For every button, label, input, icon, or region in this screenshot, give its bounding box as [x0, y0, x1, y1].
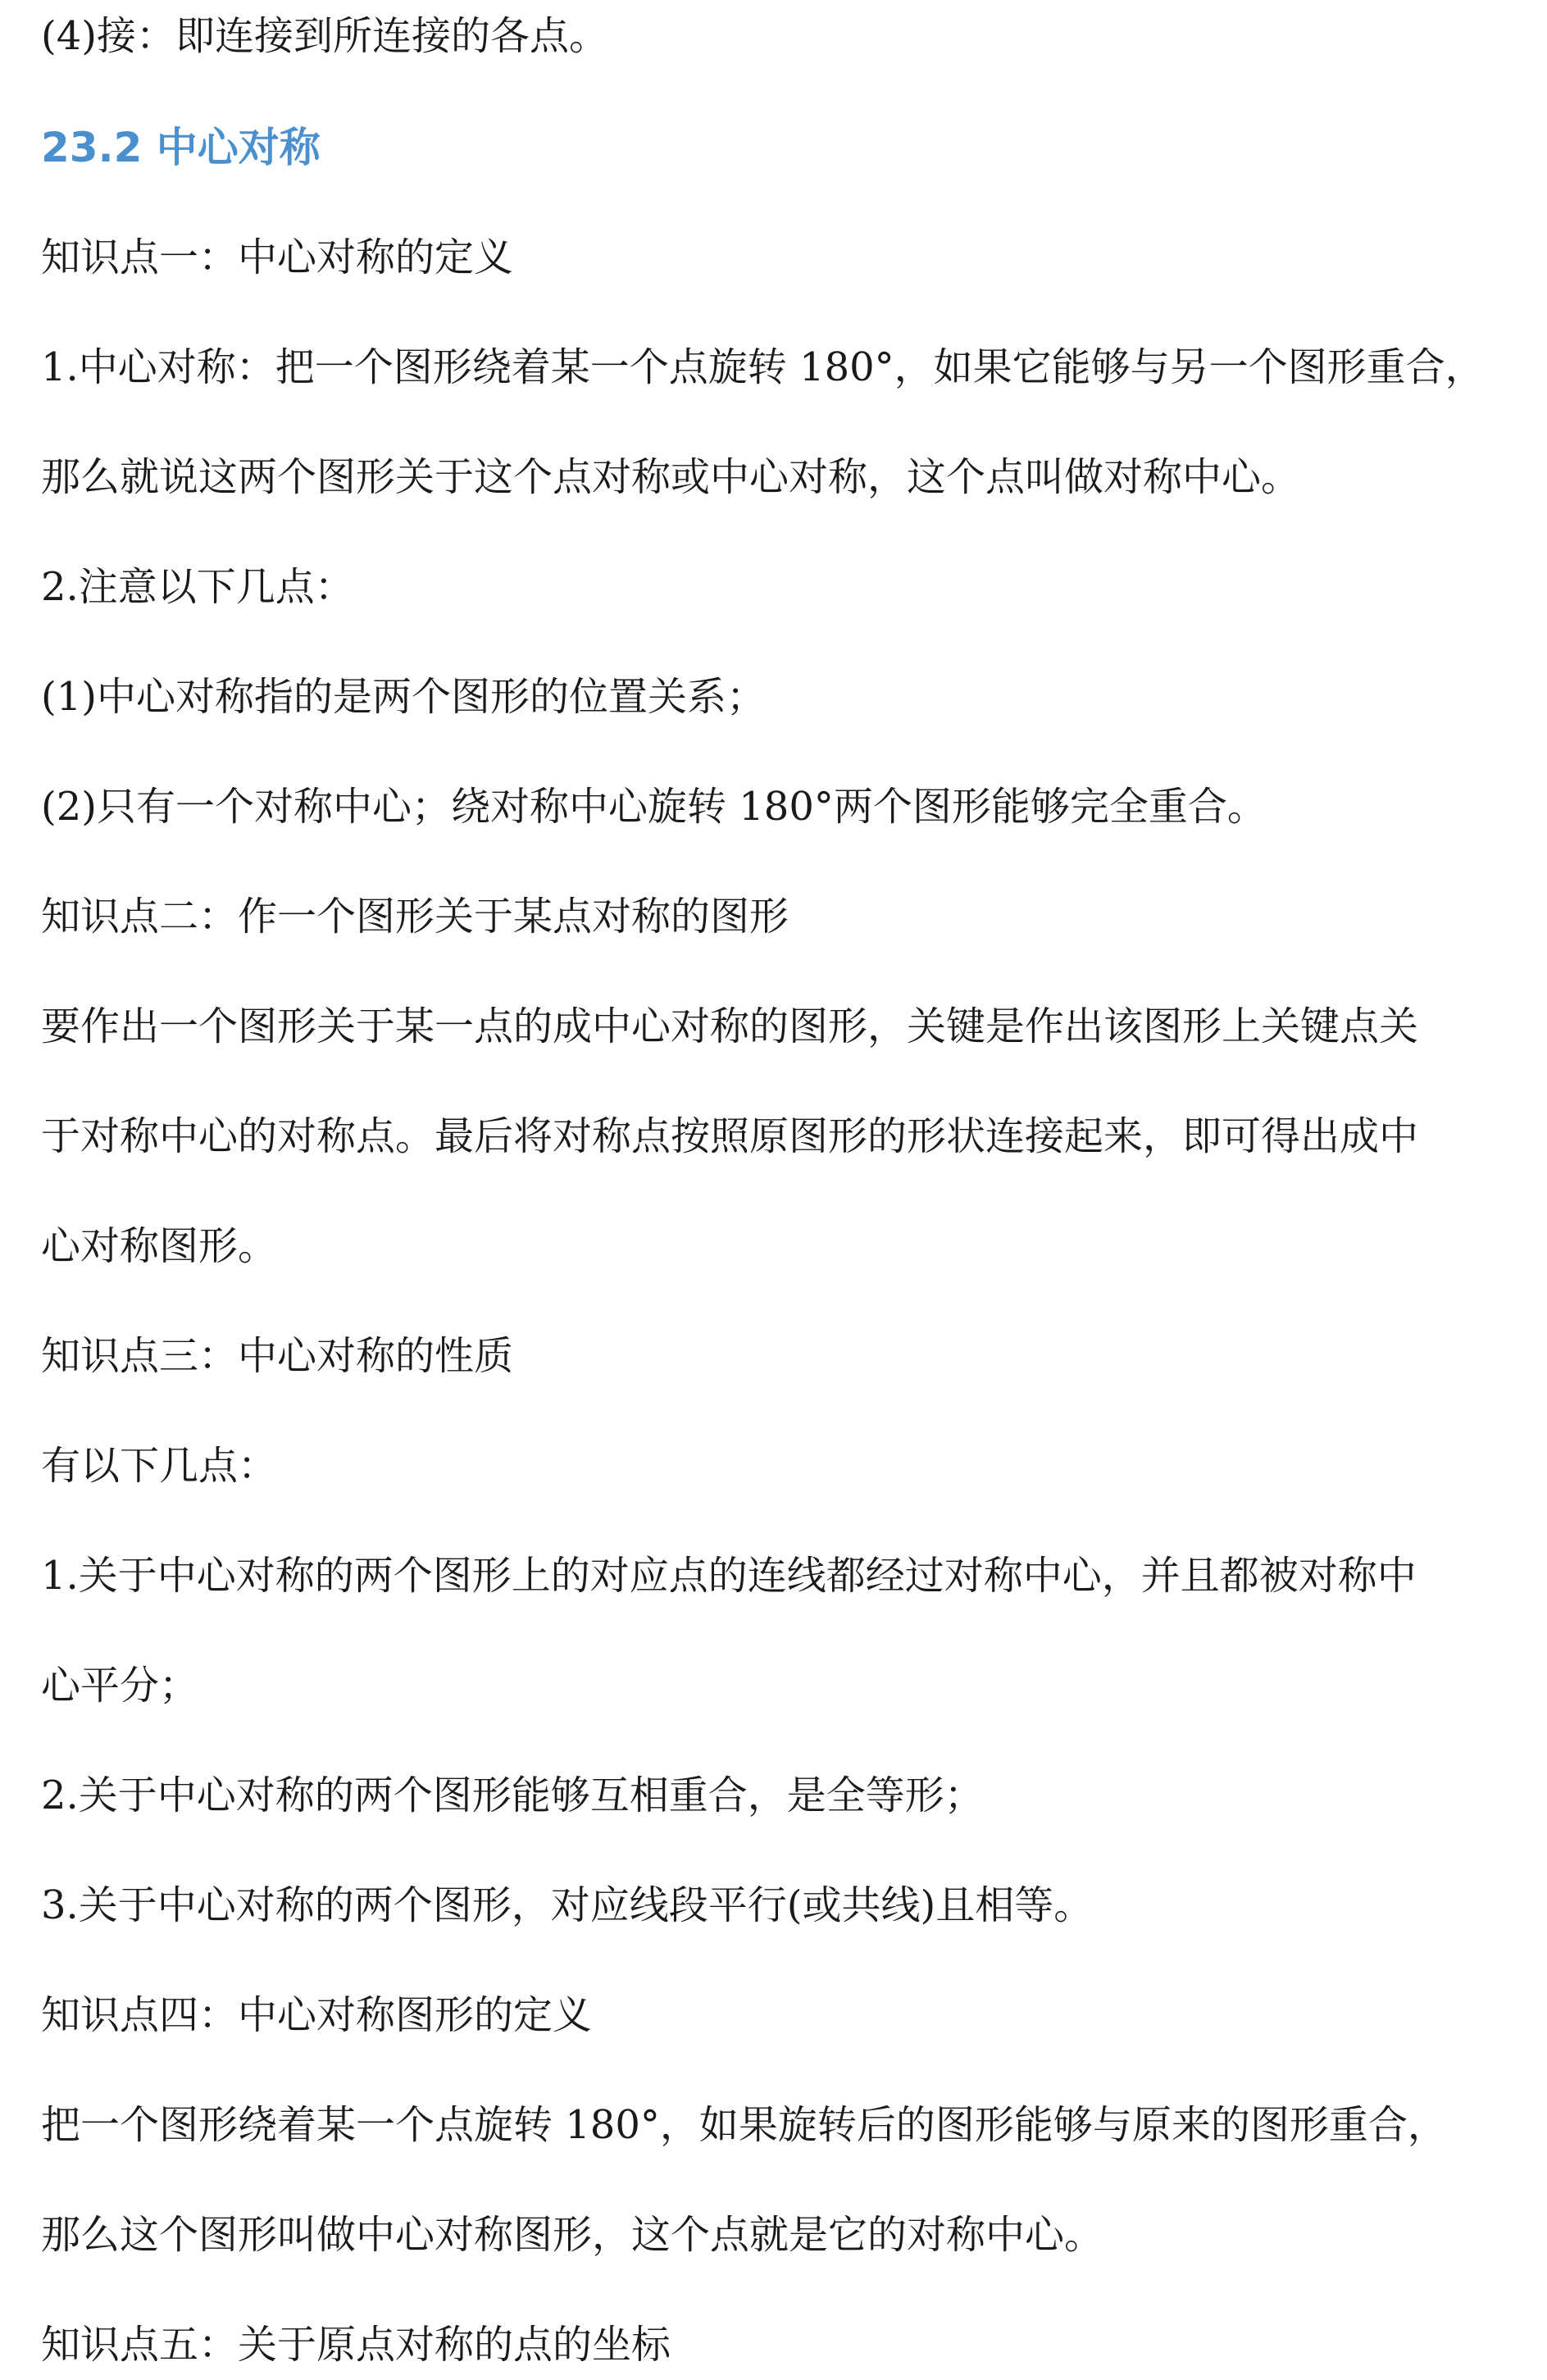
- text-line: 心平分；: [41, 1663, 199, 1709]
- knowledge-point-1-title: 知识点一：中心对称的定义: [41, 234, 514, 280]
- text-line: 那么这个图形叫做中心对称图形，这个点就是它的对称中心。: [41, 2212, 1104, 2258]
- knowledge-point-5-title: 知识点五：关于原点对称的点的坐标: [41, 2322, 671, 2368]
- text-line: (1)中心对称指的是两个图形的位置关系；: [41, 674, 766, 720]
- text-line: 把一个图形绕着某一个点旋转 180°，如果旋转后的图形能够与原来的图形重合，: [41, 2102, 1447, 2148]
- text-line: 1.中心对称：把一个图形绕着某一个点旋转 180°，如果它能够与另一个图形重合，: [41, 344, 1485, 390]
- text-line: 1.关于中心对称的两个图形上的对应点的连线都经过对称中心，并且都被对称中: [41, 1553, 1417, 1599]
- text-line: 那么就说这两个图形关于这个点对称或中心对称，这个点叫做对称中心。: [41, 454, 1301, 500]
- text-line: 有以下几点：: [41, 1443, 278, 1489]
- text-line: 心对称图形。: [41, 1223, 278, 1269]
- text-line: 于对称中心的对称点。最后将对称点按照原图形的形状连接起来，即可得出成中: [41, 1113, 1419, 1159]
- knowledge-point-4-title: 知识点四：中心对称图形的定义: [41, 1992, 593, 2038]
- text-line-step4: (4)接：即连接到所连接的各点。: [41, 13, 608, 59]
- text-line: 要作出一个图形关于某一点的成中心对称的图形，关键是作出该图形上关键点关: [41, 1003, 1419, 1049]
- knowledge-point-2-title: 知识点二：作一个图形关于某点对称的图形: [41, 894, 789, 940]
- text-line: 2.关于中心对称的两个图形能够互相重合，是全等形；: [41, 1772, 984, 1818]
- text-line: (2)只有一个对称中心；绕对称中心旋转 180°两个图形能够完全重合。: [41, 784, 1267, 830]
- text-line: 3.关于中心对称的两个图形，对应线段平行(或共线)且相等。: [41, 1882, 1094, 1928]
- text-line: 2.注意以下几点：: [41, 564, 354, 610]
- knowledge-point-3-title: 知识点三：中心对称的性质: [41, 1333, 514, 1379]
- section-heading: 23.2 中心对称: [41, 124, 321, 171]
